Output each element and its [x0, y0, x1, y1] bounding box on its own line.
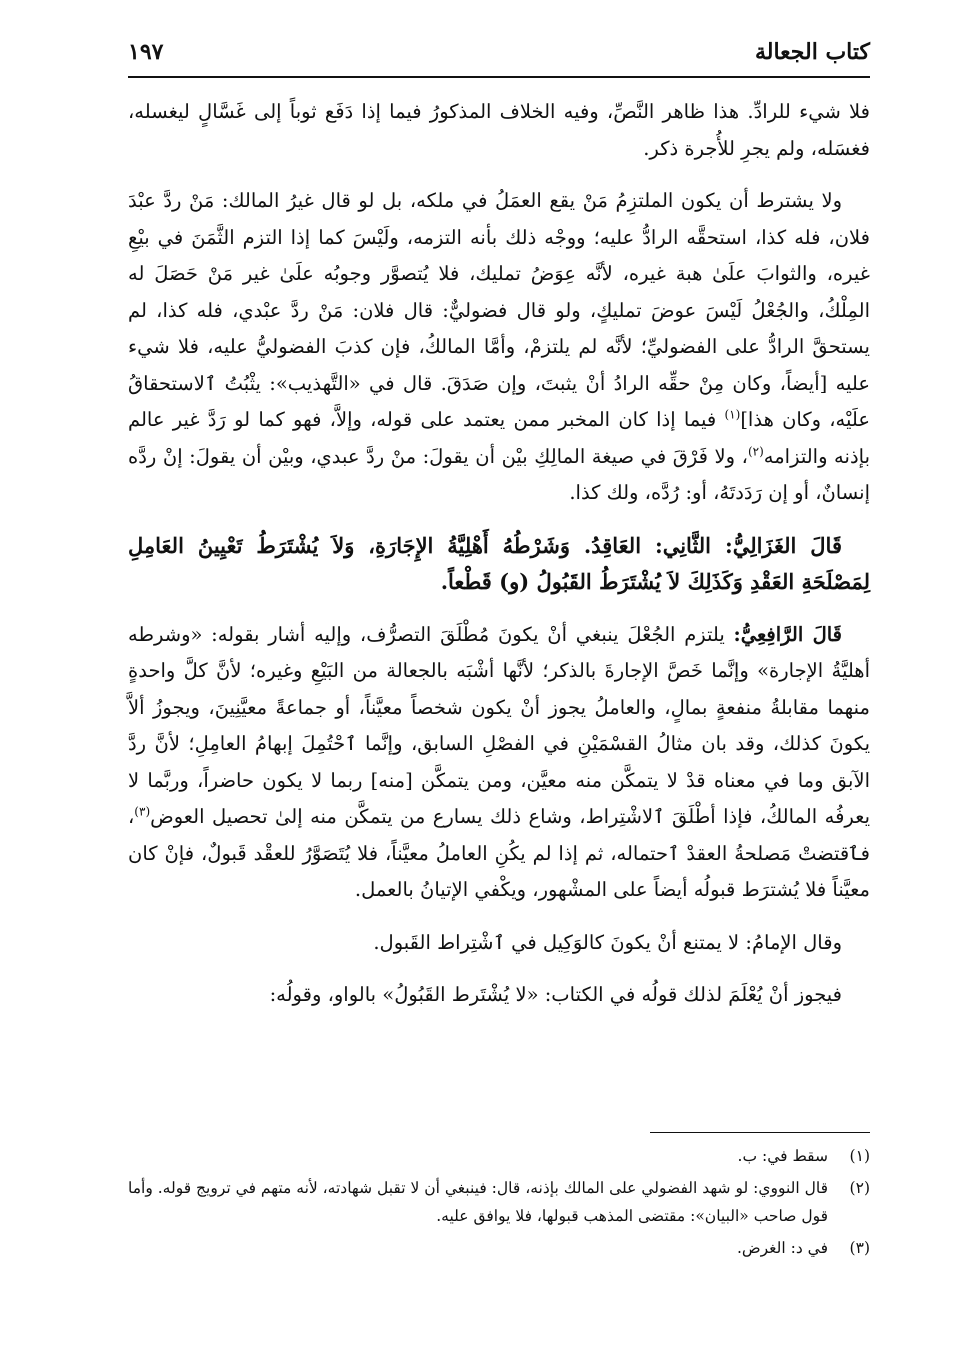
- paragraph-text-continued: ، فٱقتضتْ مَصلحةُ العقدْ ٱحتماله، ثم إذا لم يكُنِ العاملُ معيَّناً، فلا يُتَصَوَّرُ للعقْد قَبولٌ، فإنْ كان معيَّناً فلا يُشترَط قبولُه أيضاً على المشْهور، ويكْفي الإتيانُ بالعمل.: [128, 805, 870, 901]
- footnote-number: (٣): [849, 1239, 870, 1257]
- paragraph-text-end: ، ولا فَرْقَ في صيغة المالِكِ بيْن أن يقولَ: منْ ردَّ عبدي، وبيْن أن يقولَ: إنْ ردَّه إنسانٌ، أو إن رَدَدتَهُ، أو: رُدَّه، ولك كذا.: [128, 444, 870, 504]
- paragraph-text: يلتزم الجُعْلَ ينبغي أنْ يكونَ مُطْلَقَ التصرُّف، وإليه أشار بقوله: «وشرطه أهليَّةُ الإجارة» وإنَّما خَصَّ الإجارةَ بالذكر؛ لأنَّها أشْبَه بالجعالة من البَيْعِ وغيره؛ لأنَّ كلَّ واحدةٍ منهما مقابلةُ منفعةٍ بمالٍ، والعاملُ يجوز أنْ يكون شخصاً معيَّناً، أو جماعةً معيَّنِينَ، ويجوزُ ألاَّ يكونَ كذلك، وقد بان مثالُ القسْمَيْنِ في الفصْلِ السابق، وإنَّما ٱحْتُمِلَ إبهامُ العامِلِ؛ لأنَّ ردَّ الآبق وما في معناه قدْ لا يتمكَّن منه معيَّن، ومن يتمكَّن [منه] ربما لا يكون حاضراً، وربَّما لا يعرفُه المالكُ، فإذا أطْلَقَ ٱلاشْتِراط، وشاع ذلك يسارع من يتمكَّن منه إلىٰ تحصيل العوض: [128, 622, 870, 828]
- paragraph-text-continued: فيما إذا كان المخبر ممن يعتمد على قوله، وإلاَّ، فهو كما لو رَدَّ غير عالم بإذنه والتزامه: [128, 408, 870, 468]
- paragraph-1: [128, 94, 870, 167]
- paragraph-6: [128, 977, 870, 1014]
- footnote-text: قال النووي: لو شهد الفضولي على المالك بإذنه، قال: فينبغي أن لا تقبل شهادته، لأنه متهم في ترويج قوله. وأما قول صاحب «البيان»: مقتضى المذهب قبولها، فلا يوافق عليه.: [128, 1179, 828, 1225]
- footnote-number: (١): [849, 1147, 870, 1165]
- footnotes: [128, 1142, 870, 1266]
- footnote-divider: [650, 1132, 870, 1133]
- footnote-marker[interactable]: (٣): [134, 804, 151, 819]
- matn-speaker: قَالَ الغَزَالِيُّ:: [724, 532, 842, 558]
- paragraph-text: ولا يشترط أن يكون الملتزِمُ مَنْ يقع العمَلُ في ملكه، بل لو قال غيرُ المالك: مَنْ ردَّ عبْدَ فلان، فله كذا، استحقَّه الرادُّ عليه؛ ووجْه ذلك بأنه التزمه، ولَيْسَ كما إذا التزم الثَّمَنَ في بيْعِ غيره، والثوابَ علَىٰ هبة غيره، لأنَّه عِوَضُ تمليك، فلا يُتصوَّر وجوبُه علَىٰ غير مَنْ حَصَلَ له المِلْكُ، والجُعْلُ لَيْسَ عوضَ تمليكٍ، ولو قال فضوليٌّ: قال فلان: مَنْ ردَّ عبْدي، فله كذا، لم يستحقَّ الرادُّ على الفضوليِّ؛ لأنَّه لم يلتزمْ، وأمَّا المالكُ، فإن كذبَ الفضوليُّ عليه، فلا شيء عليه [أيضاً، وكان مِنْ حقِّه الرادُ أنْ يثبتَ، وإن صَدَقَ. قال في «التَّهذيب»: يثْبُتُ ٱلاستحقاقُ علَيْه، وكان هذا]: [128, 189, 870, 431]
- paragraph-text: وقال الإمامُ: لا يمتنع أنْ يكونَ كالوَكِيل في ٱشْتِراط القَبول.: [373, 930, 842, 954]
- paragraph-5: [128, 925, 870, 962]
- matn-paragraph: [128, 528, 870, 601]
- main-text: [128, 94, 870, 1030]
- page-number: ١٩٧: [128, 39, 164, 65]
- footnote-item: [128, 1174, 870, 1230]
- paragraph-text: فيجوز أنْ يُعْلَمَ لذلك قولُه في الكتاب: «لا يُشْتَرط القَبُولُ» بالواو، وقولُه:: [269, 983, 842, 1006]
- footnote-text: سقط في: ب.: [737, 1147, 828, 1165]
- footnote-marker[interactable]: (١): [724, 407, 741, 422]
- footnote-item: [128, 1234, 870, 1262]
- page-header: [128, 30, 870, 74]
- footnote-text: في د: الغرض.: [736, 1239, 828, 1257]
- running-title: كتاب الجعالة: [754, 39, 870, 65]
- commentary-paragraph: [128, 617, 870, 909]
- footnote-number: (٢): [849, 1179, 870, 1197]
- matn-text: الثَّانِي: العَاقِدُ. وَشَرْطُهُ أَهْلِيَّةُ الإِجَارَةِ، وَلاَ يُشْتَرَطُ تَعْيِينُ العَامِلِ لِمَصْلَحَةِ العَقْدِ وَكَذَلِكَ لاَ يُشْتَرَطُ القَبُولُ (و) قَطْعاً.: [128, 532, 870, 594]
- footnote-item: [128, 1142, 870, 1170]
- paragraph-2: [128, 183, 870, 512]
- header-divider: [128, 76, 870, 78]
- commentary-speaker: قَالَ الرَّافِعِيُّ:: [733, 622, 843, 646]
- footnote-marker[interactable]: (٢): [747, 444, 764, 458]
- paragraph-text: فلا شيء للرادِّ. هذا ظاهر النَّصِّ، وفيه الخلاف المذكورُ فيما إذا دَفَع ثوباً إلى غَسَّالٍ ليغسله، فغسَله، ولم يجرِ للأُجرة ذكر.: [128, 100, 870, 160]
